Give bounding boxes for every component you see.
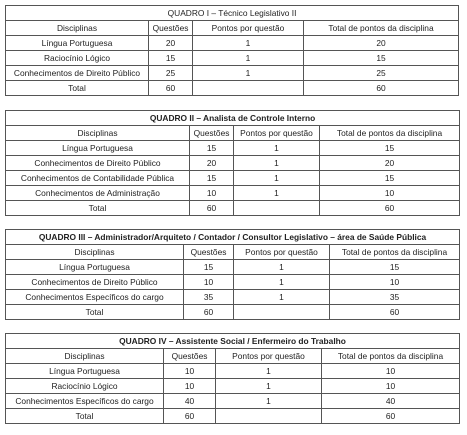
cell-total: 20 — [304, 36, 459, 51]
table-row — [6, 186, 460, 201]
quadro-2-title: QUADRO II – Analista de Controle Interno — [6, 111, 460, 126]
table-row — [6, 290, 460, 305]
cell-disciplina: Conhecimentos Específicos do cargo — [6, 290, 184, 305]
cell-disciplina: Língua Portuguesa — [6, 36, 149, 51]
cell-questoes: 60 — [190, 201, 234, 216]
cell-total: 20 — [320, 156, 460, 171]
cell-pontos: 1 — [234, 141, 320, 156]
quadro-3-title: QUADRO III – Administrador/Arquiteto / Contador / Consultor Legislativo – área de Saúde Pública — [6, 230, 460, 245]
quadro-4-table — [5, 333, 460, 424]
cell-questoes: 10 — [164, 364, 216, 379]
cell-total: 40 — [322, 394, 460, 409]
header-disciplinas: Disciplinas — [6, 245, 184, 260]
header-disciplinas: Disciplinas — [6, 349, 164, 364]
cell-questoes: 10 — [190, 186, 234, 201]
header-total-pontos: Total de pontos da disciplina — [304, 21, 459, 36]
table-row-total — [6, 81, 459, 96]
cell-pontos — [234, 201, 320, 216]
cell-total: 25 — [304, 66, 459, 81]
cell-questoes: 15 — [190, 171, 234, 186]
cell-total: 15 — [304, 51, 459, 66]
header-total-pontos: Total de pontos da disciplina — [320, 126, 460, 141]
cell-disciplina: Língua Portuguesa — [6, 141, 190, 156]
quadro-2-table — [5, 110, 460, 216]
table-row — [6, 141, 460, 156]
cell-disciplina: Total — [6, 201, 190, 216]
table-row — [6, 364, 460, 379]
quadro-3-table — [5, 229, 460, 320]
cell-questoes: 20 — [190, 156, 234, 171]
cell-questoes: 15 — [190, 141, 234, 156]
cell-questoes: 10 — [164, 379, 216, 394]
cell-pontos: 1 — [193, 66, 304, 81]
cell-disciplina: Conhecimentos de Direito Público — [6, 66, 149, 81]
cell-disciplina: Raciocínio Lógico — [6, 379, 164, 394]
cell-total: 35 — [330, 290, 460, 305]
table-row — [6, 51, 459, 66]
header-pontos-por-questao: Pontos por questão — [234, 126, 320, 141]
cell-questoes: 35 — [184, 290, 234, 305]
cell-disciplina: Total — [6, 81, 149, 96]
cell-pontos: 1 — [193, 51, 304, 66]
cell-questoes: 25 — [149, 66, 193, 81]
cell-total: 15 — [330, 260, 460, 275]
cell-total: 60 — [304, 81, 459, 96]
cell-questoes: 40 — [164, 394, 216, 409]
header-total-pontos: Total de pontos da disciplina — [330, 245, 460, 260]
cell-total: 60 — [320, 201, 460, 216]
table-row-total — [6, 305, 460, 320]
cell-pontos: 1 — [234, 186, 320, 201]
cell-total: 15 — [320, 141, 460, 156]
cell-questoes: 15 — [184, 260, 234, 275]
table-row — [6, 66, 459, 81]
quadro-1-table — [5, 5, 459, 96]
cell-pontos — [193, 81, 304, 96]
cell-total: 15 — [320, 171, 460, 186]
cell-questoes: 60 — [149, 81, 193, 96]
table-row — [6, 156, 460, 171]
table-row — [6, 36, 459, 51]
cell-pontos — [234, 305, 330, 320]
table-row — [6, 394, 460, 409]
cell-pontos — [216, 409, 322, 424]
cell-questoes: 60 — [184, 305, 234, 320]
cell-disciplina: Conhecimentos Específicos do cargo — [6, 394, 164, 409]
header-pontos-por-questao: Pontos por questão — [193, 21, 304, 36]
cell-disciplina: Raciocínio Lógico — [6, 51, 149, 66]
table-row — [6, 260, 460, 275]
cell-pontos: 1 — [234, 290, 330, 305]
cell-disciplina: Conhecimentos de Administração — [6, 186, 190, 201]
header-disciplinas: Disciplinas — [6, 126, 190, 141]
cell-pontos: 1 — [193, 36, 304, 51]
cell-disciplina: Conhecimentos de Direito Público — [6, 275, 184, 290]
cell-disciplina: Língua Portuguesa — [6, 364, 164, 379]
header-total-pontos: Total de pontos da disciplina — [322, 349, 460, 364]
quadro-1-title: QUADRO I – Técnico Legislativo II — [6, 6, 459, 21]
cell-disciplina: Língua Portuguesa — [6, 260, 184, 275]
cell-disciplina: Conhecimentos de Contabilidade Pública — [6, 171, 190, 186]
header-questoes: Questões — [190, 126, 234, 141]
cell-questoes: 60 — [164, 409, 216, 424]
cell-total: 10 — [330, 275, 460, 290]
cell-pontos: 1 — [216, 364, 322, 379]
table-row-total — [6, 409, 460, 424]
header-questoes: Questões — [149, 21, 193, 36]
table-row — [6, 275, 460, 290]
header-pontos-por-questao: Pontos por questão — [234, 245, 330, 260]
cell-questoes: 20 — [149, 36, 193, 51]
cell-pontos: 1 — [216, 379, 322, 394]
quadro-4-title: QUADRO IV – Assistente Social / Enfermeiro do Trabalho — [6, 334, 460, 349]
table-row — [6, 379, 460, 394]
cell-total: 10 — [322, 379, 460, 394]
cell-total: 10 — [322, 364, 460, 379]
cell-disciplina: Conhecimentos de Direito Público — [6, 156, 190, 171]
header-questoes: Questões — [164, 349, 216, 364]
header-disciplinas: Disciplinas — [6, 21, 149, 36]
header-pontos-por-questao: Pontos por questão — [216, 349, 322, 364]
cell-pontos: 1 — [216, 394, 322, 409]
cell-pontos: 1 — [234, 275, 330, 290]
cell-disciplina: Total — [6, 305, 184, 320]
cell-disciplina: Total — [6, 409, 164, 424]
cell-total: 10 — [320, 186, 460, 201]
table-row — [6, 171, 460, 186]
cell-total: 60 — [322, 409, 460, 424]
cell-questoes: 15 — [149, 51, 193, 66]
cell-questoes: 10 — [184, 275, 234, 290]
header-questoes: Questões — [184, 245, 234, 260]
table-row-total — [6, 201, 460, 216]
cell-pontos: 1 — [234, 260, 330, 275]
cell-pontos: 1 — [234, 171, 320, 186]
cell-total: 60 — [330, 305, 460, 320]
cell-pontos: 1 — [234, 156, 320, 171]
